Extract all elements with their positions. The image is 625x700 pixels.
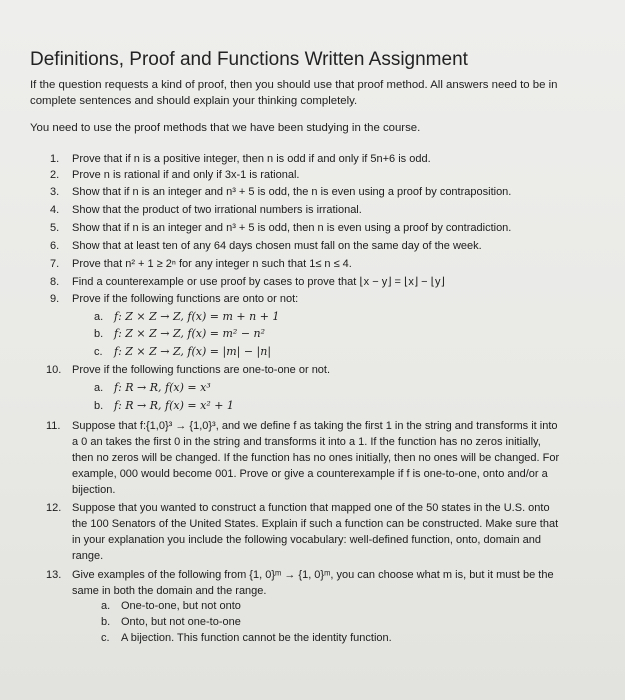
question-text: Prove n is rational if and only if 3x-1 is rational. — [72, 169, 300, 181]
part-letter: a. — [101, 600, 111, 612]
part-letter: c. — [101, 632, 110, 644]
part-letter: b. — [94, 328, 104, 340]
part-text: One-to-one, but not onto — [121, 600, 241, 612]
question-number: 2. — [50, 169, 60, 181]
question-text: Suppose that you wanted to construct a function that mapped one of the 50 states in the U.S. onto the 100 Senators of the United States. Explain if such a function can be constructed. Make sure that in your explanation you include the following vocabulary: well-defined function, onto, domain and range. — [72, 502, 559, 562]
intro-paragraph: If the question requests a kind of proof, then you should use that proof method. All answers need to be in complete sentences and should explain your thinking completely. — [30, 79, 558, 107]
question-text: Prove if the following functions are one-to-one or not. — [72, 364, 331, 376]
question-text: Show that if n is an integer and n³ + 5 is odd, then n is even using a proof by contradiction. — [72, 222, 512, 234]
question-number: 4. — [50, 204, 60, 216]
question-number: 6. — [50, 240, 60, 252]
part-letter: a. — [94, 311, 104, 323]
part-text: f: R → R, f(x) = x² + 1 — [114, 399, 234, 412]
part-letter: b. — [101, 616, 111, 628]
part-text: f: R → R, f(x) = x³ — [114, 381, 211, 394]
part-text: Onto, but not one-to-one — [121, 616, 241, 628]
question-number: 10. — [46, 364, 62, 376]
part-text: A bijection. This function cannot be the identity function. — [121, 632, 392, 644]
part-letter: a. — [94, 382, 104, 394]
question-number: 7. — [50, 258, 60, 270]
question-number: 12. — [46, 502, 62, 514]
question-number: 13. — [46, 569, 62, 581]
question-number: 1. — [50, 153, 60, 165]
question-text: Show that if n is an integer and n³ + 5 is odd, the n is even using a proof by contraposition. — [72, 186, 512, 198]
question-text: Give examples of the following from {1, 0}ᵐ → {1, 0}ᵐ, you can choose what m is, but it must be the same in both the domain and the range. — [72, 569, 554, 597]
question-text: Prove if the following functions are onto or not: — [72, 293, 299, 305]
page-title: Definitions, Proof and Functions Written Assignment — [30, 49, 468, 70]
question-text: Prove that n² + 1 ≥ 2ⁿ for any integer n such that 1≤ n ≤ 4. — [72, 258, 352, 270]
part-text: f: Z × Z → Z, f(x) = |m| − |n| — [114, 345, 272, 358]
part-text: f: Z × Z → Z, f(x) = m² − n² — [114, 327, 266, 340]
question-number: 3. — [50, 186, 60, 198]
question-text: Prove that if n is a positive integer, then n is odd if and only if 5n+6 is odd. — [72, 153, 431, 165]
question-number: 11. — [46, 420, 61, 432]
part-text: f: Z × Z → Z, f(x) = m + n + 1 — [114, 310, 280, 323]
lead-sentence: You need to use the proof methods that we have been studying in the course. — [30, 122, 421, 134]
question-text: Suppose that f:{1,0}³ → {1,0}³, and we define f as taking the first 1 in the string and transforms it into a 0 an takes the first 0 in the string and transforms it into a 1. If the function has no zeros initially, then no zeros will be changed. If the function has no ones initially, then no ones will be changed. For example, 000 would become 001. Prove or give a counterexample if f is one-to-one, onto and/or a bijection. — [72, 420, 560, 496]
question-text: Show that the product of two irrational numbers is irrational. — [72, 204, 362, 216]
question-text: Find a counterexample or use proof by cases to prove that ⌊x − y⌋ = ⌊x⌋ − ⌊y⌋ — [72, 276, 445, 288]
part-letter: c. — [94, 346, 103, 358]
question-number: 8. — [50, 276, 60, 288]
question-text: Show that at least ten of any 64 days chosen must fall on the same day of the week. — [72, 240, 482, 252]
question-number: 9. — [50, 293, 60, 305]
part-letter: b. — [94, 400, 104, 412]
question-number: 5. — [50, 222, 60, 234]
